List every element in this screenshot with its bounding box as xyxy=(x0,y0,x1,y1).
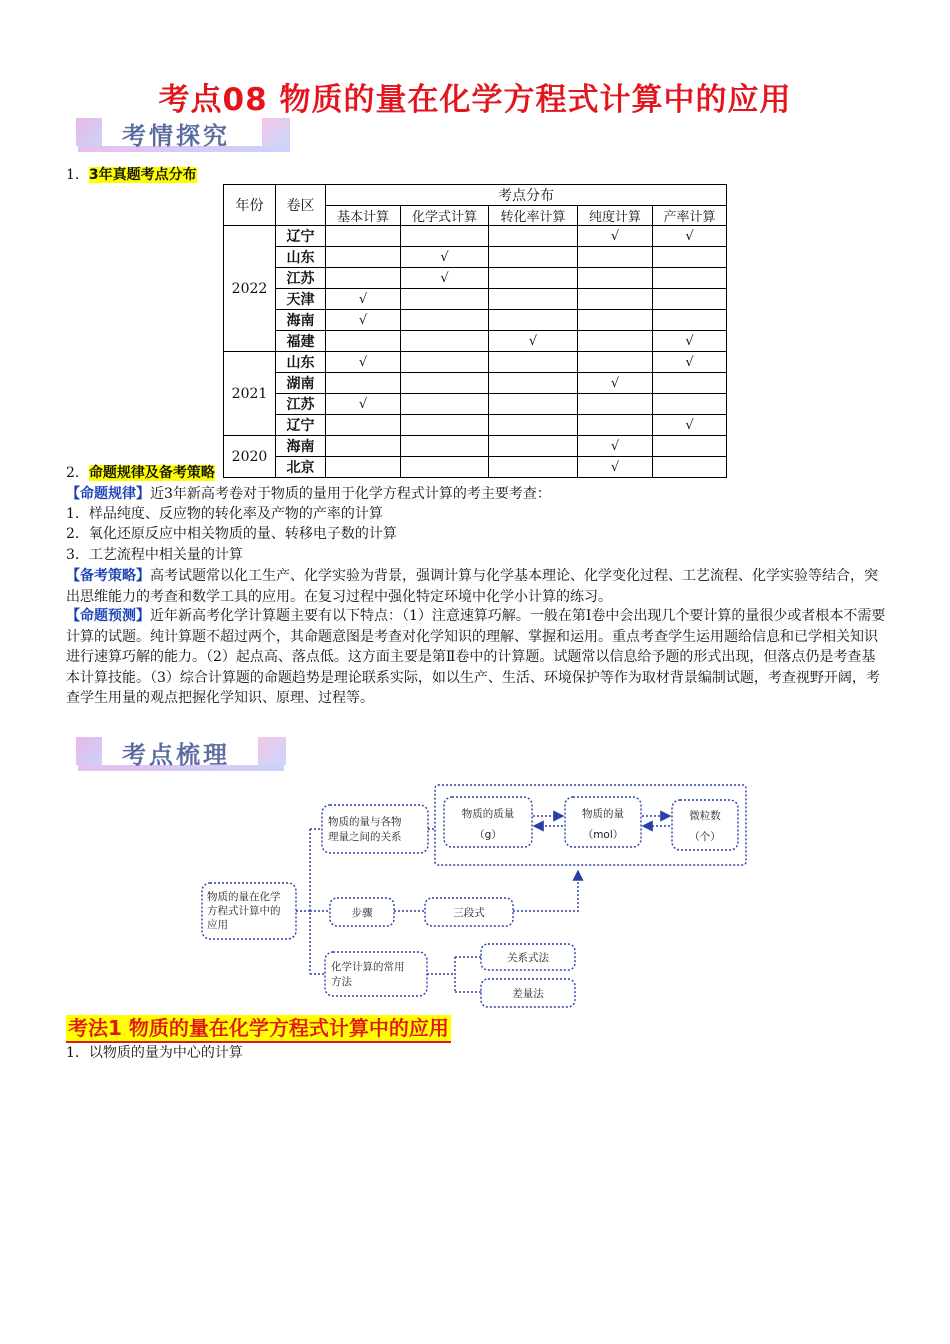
region-cell: 山东 xyxy=(276,247,326,268)
root-label: 方程式计算中的 xyxy=(207,905,281,917)
relation-label: 理量之间的关系 xyxy=(328,831,402,843)
rule-item: 2．氧化还原反应中相关物质的量、转移电子数的计算 xyxy=(66,526,397,542)
mark-cell xyxy=(326,436,401,457)
mark-cell xyxy=(401,394,489,415)
mark-cell xyxy=(653,394,727,415)
mark-cell xyxy=(401,436,489,457)
forecast-tag: 【命题预测】 xyxy=(66,608,150,624)
methods-label: 化学计算的常用 xyxy=(331,961,405,973)
mark-cell: √ xyxy=(326,352,401,373)
mark-cell xyxy=(401,226,489,247)
root-label: 物质的量在化学 xyxy=(207,891,281,903)
mark-cell xyxy=(653,310,727,331)
region-cell: 辽宁 xyxy=(276,226,326,247)
mark-cell xyxy=(653,373,727,394)
three-step-label: 三段式 xyxy=(453,907,485,919)
table-row xyxy=(224,247,727,268)
method-item: 1．以物质的量为中心的计算 xyxy=(66,1045,243,1061)
table-row xyxy=(224,373,727,394)
mark-cell xyxy=(401,310,489,331)
mark-cell xyxy=(489,415,578,436)
mark-cell: √ xyxy=(578,373,653,394)
table-header-row xyxy=(224,185,727,206)
mark-cell xyxy=(326,331,401,352)
year-cell: 2022 xyxy=(224,226,276,352)
table-row xyxy=(224,436,727,457)
mass-unit: （g） xyxy=(474,829,502,841)
amount-unit: （mol） xyxy=(582,829,624,841)
steps-label: 步骤 xyxy=(351,907,373,919)
section-1-heading xyxy=(66,165,886,186)
region-cell: 辽宁 xyxy=(276,415,326,436)
exam-distribution-table xyxy=(223,184,727,478)
region-cell: 海南 xyxy=(276,310,326,331)
mark-cell xyxy=(653,289,727,310)
mark-cell xyxy=(578,352,653,373)
mark-cell xyxy=(489,310,578,331)
mark-cell xyxy=(401,289,489,310)
table-row xyxy=(224,268,727,289)
rule-tag: 【命题规律】 xyxy=(66,486,150,502)
relation-label: 物质的量与各物 xyxy=(328,816,402,828)
mark-cell xyxy=(578,247,653,268)
strategy-text: 高考试题常以化工生产、化学实验为背景，强调计算与化学基本理论、化学变化过程、工艺流程、化学实验等结合，突出思维能力的考查和数学工具的应用。在复习过程中强化特定环境中化学小计算的练习。 xyxy=(66,568,878,605)
mark-cell xyxy=(578,268,653,289)
mark-cell xyxy=(326,415,401,436)
strategy-tag: 【备考策略】 xyxy=(66,568,150,584)
mark-cell: √ xyxy=(401,268,489,289)
particles-unit: （个） xyxy=(689,831,721,843)
year-cell: 2020 xyxy=(224,436,276,478)
mark-cell xyxy=(578,415,653,436)
amount-label: 物质的量 xyxy=(582,808,624,820)
mark-cell: √ xyxy=(653,352,727,373)
table-row xyxy=(224,310,727,331)
mark-cell xyxy=(489,352,578,373)
page-title: 考点08 物质的量在化学方程式计算中的应用 xyxy=(158,82,792,118)
year-cell: 2021 xyxy=(224,352,276,436)
mark-cell: √ xyxy=(653,415,727,436)
mark-cell xyxy=(489,226,578,247)
header-column: 基本计算 xyxy=(326,206,401,226)
banner-label: 考点梳理 xyxy=(122,741,230,769)
mark-cell xyxy=(578,331,653,352)
mark-cell: √ xyxy=(326,310,401,331)
section-2-heading xyxy=(66,463,886,484)
mark-cell xyxy=(578,310,653,331)
relation-method-label: 关系式法 xyxy=(507,952,549,964)
region-cell: 山东 xyxy=(276,352,326,373)
table-row xyxy=(224,415,727,436)
table-row xyxy=(224,394,727,415)
region-cell: 北京 xyxy=(276,457,326,478)
banner-decoration xyxy=(76,737,102,765)
mark-cell xyxy=(489,394,578,415)
mark-cell xyxy=(401,415,489,436)
section-label: 3年真题考点分布 xyxy=(88,167,197,183)
mark-cell: √ xyxy=(578,226,653,247)
region-cell: 福建 xyxy=(276,331,326,352)
method-section-title: 考法1 物质的量在化学方程式计算中的应用 xyxy=(66,1015,451,1043)
mark-cell xyxy=(489,373,578,394)
header-column: 纯度计算 xyxy=(578,206,653,226)
mass-label: 物质的质量 xyxy=(461,808,515,820)
table-row xyxy=(224,331,727,352)
mark-cell: √ xyxy=(653,226,727,247)
rule-paragraph xyxy=(66,484,886,505)
mark-cell: √ xyxy=(578,457,653,478)
mark-cell xyxy=(401,352,489,373)
mark-cell: √ xyxy=(326,394,401,415)
header-group: 考点分布 xyxy=(326,185,727,206)
difference-method-label: 差量法 xyxy=(512,988,544,1000)
mark-cell xyxy=(326,268,401,289)
banner-decoration xyxy=(262,118,290,146)
mark-cell xyxy=(489,247,578,268)
forecast-text: 近年新高考化学计算题主要有以下特点：（1）注意速算巧解。一般在第Ⅰ卷中会出现几个要计算的量很少或者根本不需要计算的试题。纯计算题不超过两个，其命题意图是考查对化学知识的理解、掌握和运用。重点考查学生运用题给信息和已学相关知识进行速算巧解的能力。（2）起点高、落点低。这方面主要是第Ⅱ卷中的计算题。试题常以信息给予题的形式出现，但落点仍是考查基本计算技能。（3）综合计算题的命题趋势是理论联系实际，如以生产、生活、环境保护等作为取材背景编制试题，考查视野开阔，考查学生用量的观点把握化学知识、原理、过程等。 xyxy=(66,608,886,706)
mark-cell xyxy=(401,331,489,352)
methods-node xyxy=(325,952,427,996)
root-label: 应用 xyxy=(207,919,228,931)
mark-cell xyxy=(653,268,727,289)
mark-cell xyxy=(653,247,727,268)
table-row xyxy=(224,226,727,247)
region-cell: 湖南 xyxy=(276,373,326,394)
section-number: 1． xyxy=(66,167,89,183)
mark-cell xyxy=(401,373,489,394)
methods-label: 方法 xyxy=(331,976,352,988)
header-column: 化学式计算 xyxy=(401,206,489,226)
mark-cell xyxy=(578,394,653,415)
region-cell: 天津 xyxy=(276,289,326,310)
region-cell: 江苏 xyxy=(276,394,326,415)
mark-cell: √ xyxy=(401,247,489,268)
mark-cell xyxy=(489,268,578,289)
mark-cell: √ xyxy=(653,331,727,352)
relation-node xyxy=(322,805,428,853)
mark-cell: √ xyxy=(326,289,401,310)
rule-item: 3．工艺流程中相关量的计算 xyxy=(66,547,243,563)
forecast-paragraph xyxy=(66,606,886,709)
mark-cell: √ xyxy=(489,331,578,352)
section-number: 2． xyxy=(66,465,89,481)
mark-cell xyxy=(326,373,401,394)
table-row xyxy=(224,352,727,373)
mark-cell xyxy=(489,289,578,310)
banner-decoration xyxy=(258,737,286,765)
particles-label: 微粒数 xyxy=(689,810,721,822)
mark-cell xyxy=(326,247,401,268)
mark-cell xyxy=(578,289,653,310)
header-column: 转化率计算 xyxy=(489,206,578,226)
banner-decoration xyxy=(76,118,102,146)
mark-cell xyxy=(653,436,727,457)
header-year: 年份 xyxy=(224,185,276,226)
header-region: 卷区 xyxy=(276,185,326,226)
section-label: 命题规律及备考策略 xyxy=(88,465,215,481)
region-cell: 江苏 xyxy=(276,268,326,289)
banner-explore xyxy=(72,116,302,158)
mark-cell xyxy=(489,436,578,457)
rule-item: 1．样品纯度、反应物的转化率及产物的产率的计算 xyxy=(66,506,383,522)
banner-label: 考情探究 xyxy=(122,122,230,150)
region-cell: 海南 xyxy=(276,436,326,457)
banner-outline xyxy=(72,735,302,777)
strategy-paragraph xyxy=(66,566,886,607)
concept-mindmap xyxy=(195,780,755,1010)
table-row xyxy=(224,289,727,310)
rule-text: 近3年新高考卷对于物质的量用于化学方程式计算的考主要考查： xyxy=(150,486,551,502)
mark-cell: √ xyxy=(578,436,653,457)
header-column: 产率计算 xyxy=(653,206,727,226)
mark-cell xyxy=(326,226,401,247)
